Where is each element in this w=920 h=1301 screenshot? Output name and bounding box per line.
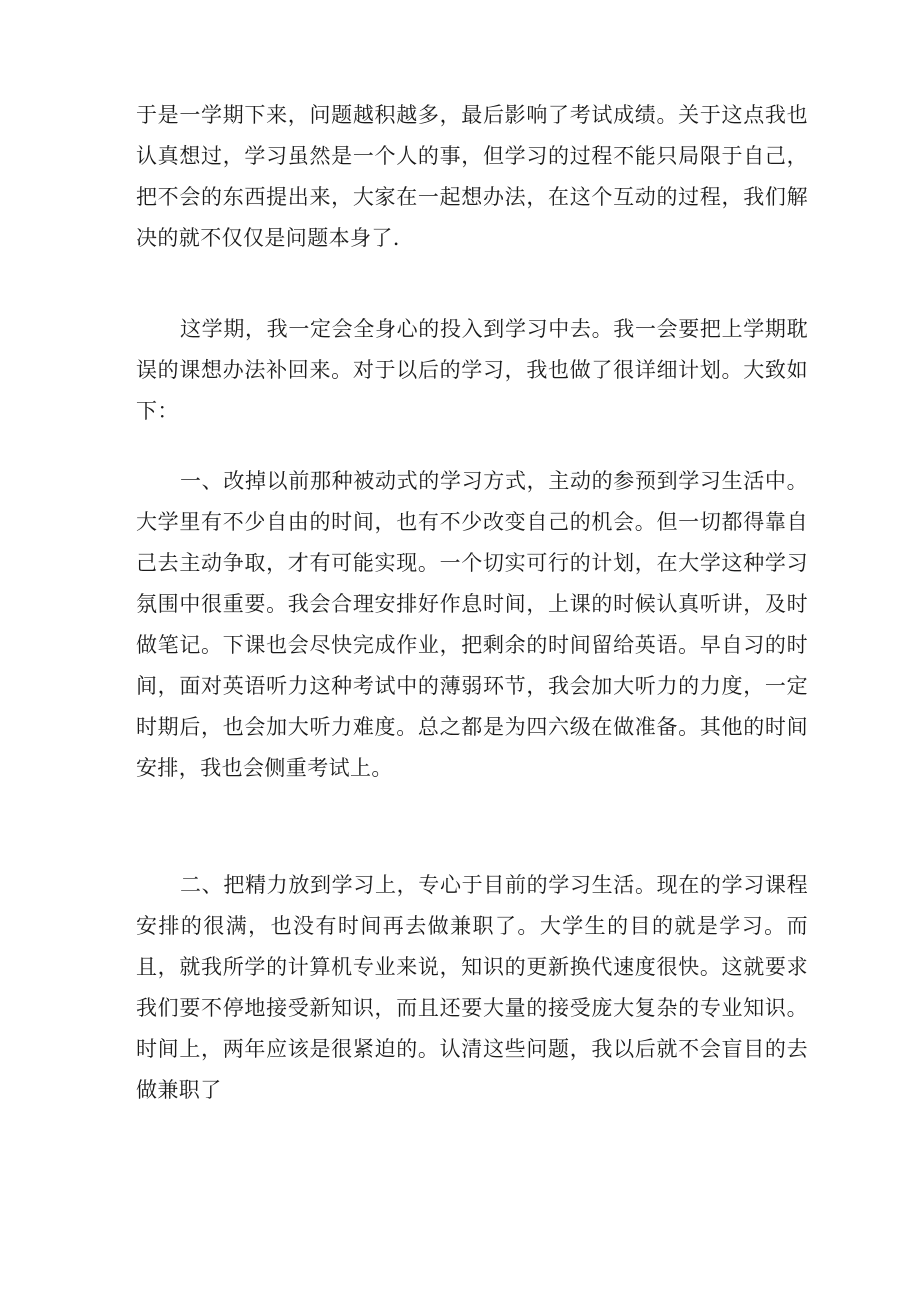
- paragraph-text: 一、改掉以前那种被动式的学习方式，主动的参预到学习生活中。大学里有不少自由的时间，也有不少改变自己的机会。但一切都得靠自己去主动争取，才有可能实现。一个切实可行的计划，在大学这种学习氛围中很重要。我会合理安排好作息时间，上课的时候认真听讲，及时做笔记。下课也会尽快完成作业，把剩余的时间留给英语。早自习的时间，面对英语听力这种考试中的薄弱环节，我会加大听力的力度，一定时期后，也会加大听力难度。总之都是为四六级在做准备。其他的时间安排，我也会侧重考试上。: [136, 469, 808, 780]
- paragraph-text: 这学期，我一定会全身心的投入到学习中去。我一会要把上学期耽误的课想办法补回来。对于以后的学习，我也做了很详细计划。大致如下：: [136, 317, 808, 423]
- paragraph-2: [136, 309, 808, 432]
- paragraph-3: [136, 461, 808, 789]
- paragraph-4: [136, 865, 808, 1111]
- paragraph-1: [136, 95, 808, 259]
- paragraph-text: 二、把精力放到学习上，专心于目前的学习生活。现在的学习课程安排的很满，也没有时间再去做兼职了。大学生的目的就是学习。而且，就我所学的计算机专业来说，知识的更新换代速度很快。这就要求我们要不停地接受新知识，而且还要大量的接受庞大复杂的专业知识。时间上，两年应该是很紧迫的。认清这些问题，我以后就不会盲目的去做兼职了: [136, 873, 808, 1102]
- paragraph-text: 于是一学期下来，问题越积越多，最后影响了考试成绩。关于这点我也认真想过，学习虽然是一个人的事，但学习的过程不能只局限于自己，把不会的东西提出来，大家在一起想办法，在这个互动的过程，我们解决的就不仅仅是问题本身了.: [136, 103, 808, 250]
